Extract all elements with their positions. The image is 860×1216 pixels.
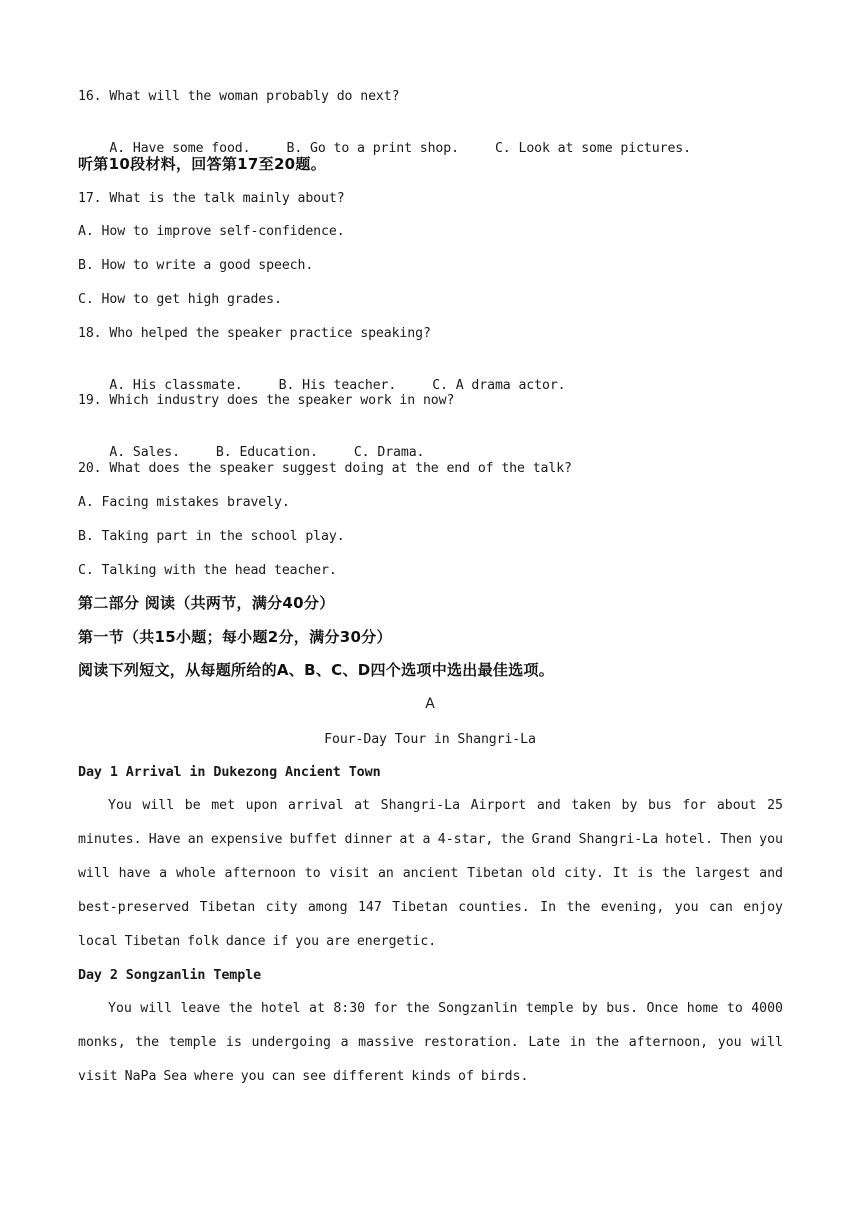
question-20-option-b: B. Taking part in the school play. <box>78 529 345 544</box>
question-17-option-b: B. How to write a good speech. <box>78 258 314 273</box>
option-c: C. Drama. <box>353 445 425 460</box>
option-b: B. His teacher. <box>278 378 397 393</box>
option-c: C. A drama actor. <box>432 378 566 393</box>
question-19: 19. Which industry does the speaker work in now? <box>78 393 455 408</box>
section-10-instruction: 听第10段材料，回答第17至20题。 <box>78 155 327 173</box>
day-1-heading: Day 1 Arrival in Dukezong Ancient Town <box>78 765 381 780</box>
question-17-option-a: A. How to improve self-confidence. <box>78 224 345 239</box>
passage-letter: A <box>425 696 435 712</box>
question-20: 20. What does the speaker suggest doing at the end of the talk? <box>78 461 572 476</box>
question-17-option-c: C. How to get high grades. <box>78 292 282 307</box>
option-c: C. Look at some pictures. <box>494 141 691 156</box>
question-18: 18. Who helped the speaker practice speaking? <box>78 326 431 341</box>
option-a: A. Have some food. <box>109 141 251 156</box>
passage-title: Four-Day Tour in Shangri-La <box>324 732 536 747</box>
option-b: B. Education. <box>215 445 318 460</box>
question-16: 16. What will the woman probably do next? <box>78 89 400 104</box>
question-20-option-c: C. Talking with the head teacher. <box>78 563 337 578</box>
reading-section-title: 第一节（共15小题；每小题2分，满分30分） <box>78 628 392 646</box>
question-17: 17. What is the talk mainly about? <box>78 191 345 206</box>
day-2-heading: Day 2 Songzanlin Temple <box>78 968 262 983</box>
day-1-paragraph: You will be met upon arrival at Shangri-La Airport and taken by bus for about 25 minutes. Have an expensive buffet dinner at a 4-star, the Grand Shangri-La hotel. Then you will have a whole afternoon to visit an ancient Tibetan old city. It is the largest and best-preserved Tibetan city among 147 Tibetan counties. In the evening, you can enjoy local Tibetan folk dance if you are energetic. <box>78 798 783 949</box>
question-20-option-a: A. Facing mistakes bravely. <box>78 495 290 510</box>
option-a: A. His classmate. <box>109 378 243 393</box>
reading-part-title: 第二部分 阅读（共两节，满分40分） <box>78 594 335 612</box>
reading-instruction: 阅读下列短文，从每题所给的A、B、C、D四个选项中选出最佳选项。 <box>78 661 555 679</box>
option-a: A. Sales. <box>109 445 180 460</box>
day-2-paragraph: You will leave the hotel at 8:30 for the Songzanlin temple by bus. Once home to 4000 monks, the temple is undergoing a massive restoration. Late in the afternoon, you will visit NaPa Sea where you can see different kinds of birds. <box>78 1001 783 1084</box>
option-b: B. Go to a print shop. <box>286 141 459 156</box>
